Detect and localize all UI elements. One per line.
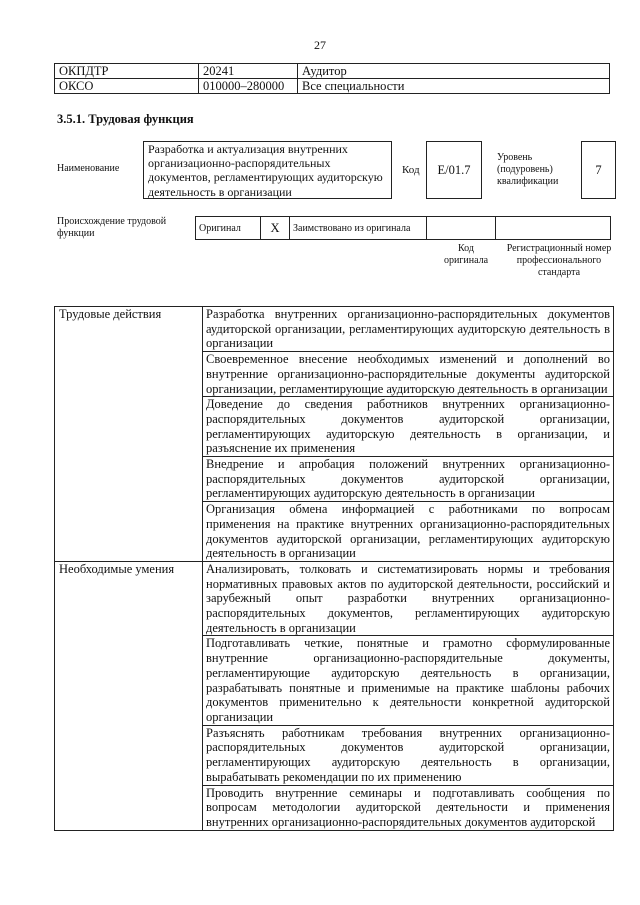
- classifier-title: Все специальности: [298, 79, 610, 94]
- function-code-value: E/01.7: [426, 141, 482, 199]
- table-cell: Проводить внутренние семинары и подготавливать сообщения по вопросам методологии аудиторской деятельности и применения внутренних организационно-распорядительных документов аудиторской: [203, 785, 614, 830]
- function-name-value: Разработка и актуализация внутренних организационно-распорядительных документов, регламентирующих аудиторскую деятельность в организации: [143, 141, 392, 199]
- page-number: 27: [314, 38, 326, 52]
- classifier-row: [55, 64, 610, 79]
- table-row: [55, 561, 614, 636]
- table-cell: Организация обмена информацией с работниками по вопросам применения на практике внутренних организационно-распорядительных документов аудиторской организации, регламентирующих аудиторскую деятельность в организации: [203, 502, 614, 562]
- classifier-title: Аудитор: [298, 64, 610, 79]
- qualification-level-label: Уровень (подуровень) квалификации: [497, 152, 559, 187]
- table-cell: Своевременное внесение необходимых изменений и дополнений во внутренние организационно-распорядительные документы аудиторской организации, регламентирующие аудиторскую деятельность в организации: [203, 352, 614, 397]
- table-cell: Подготавливать четкие, понятные и грамотно сформулированные внутренние организационно-распорядительные документы, регламентирующие аудиторскую деятельность в организации, разрабатывать понятные и применимые на практике шаблоны рабочих документов применительно к деятельности конкретной аудиторской организации: [203, 636, 614, 725]
- table-cell: Анализировать, толковать и систематизировать нормы и требования нормативных правовых актов по аудиторской деятельности, российский и зарубежный опыт разработки внутренних организационно-распорядительных документов, регламентирующих аудиторскую деятельность в организации: [203, 561, 614, 636]
- function-code-label: Код: [402, 164, 420, 176]
- classifier-name: ОКПДТР: [55, 64, 199, 79]
- table-cell: Доведение до сведения работников внутренних организационно-распорядительных документов аудиторской организации, регламентирующих аудиторскую деятельность в организации, и разъяснение их применения: [203, 397, 614, 457]
- row-label: Необходимые умения: [55, 561, 203, 830]
- origin-table: [195, 216, 611, 240]
- classifier-row: [55, 79, 610, 94]
- section-title: 3.5.1. Трудовая функция: [57, 112, 194, 126]
- table-cell: Разработка внутренних организационно-распорядительных документов аудиторской организации, регламентирующих аудиторскую деятельность в организации: [203, 307, 614, 352]
- origin-original-label: Оригинал: [196, 217, 261, 240]
- origin-code-cell: [427, 217, 496, 240]
- function-origin-label: Происхождение трудовой функции: [57, 216, 167, 239]
- function-name-label: Наименование: [57, 163, 120, 174]
- classifier-code: 20241: [199, 64, 298, 79]
- row-label: Трудовые действия: [55, 307, 203, 562]
- function-details-table: [54, 306, 614, 831]
- classifier-name: ОКСО: [55, 79, 199, 94]
- origin-original-mark: X: [261, 217, 290, 240]
- origin-reg-label: Регистрационный номер профессионального стандарта: [506, 243, 612, 278]
- table-row: [55, 307, 614, 352]
- table-cell: Разъяснять работникам требования внутренних организационно-распорядительных документов аудиторской организации, регламентирующих аудиторскую деятельность в организации, вырабатывать рекомендации по их применению: [203, 725, 614, 785]
- origin-code-label: Код оригинала: [443, 243, 489, 266]
- origin-borrowed-label: Заимствовано из оригинала: [290, 217, 427, 240]
- classifier-table: [54, 63, 610, 94]
- origin-reg-cell: [496, 217, 611, 240]
- table-cell: Внедрение и апробация положений внутренних организационно-распорядительных документов аудиторской организации, регламентирующих аудиторскую деятельность в организации: [203, 457, 614, 502]
- classifier-code: 010000–280000: [199, 79, 298, 94]
- qualification-level-value: 7: [581, 141, 616, 199]
